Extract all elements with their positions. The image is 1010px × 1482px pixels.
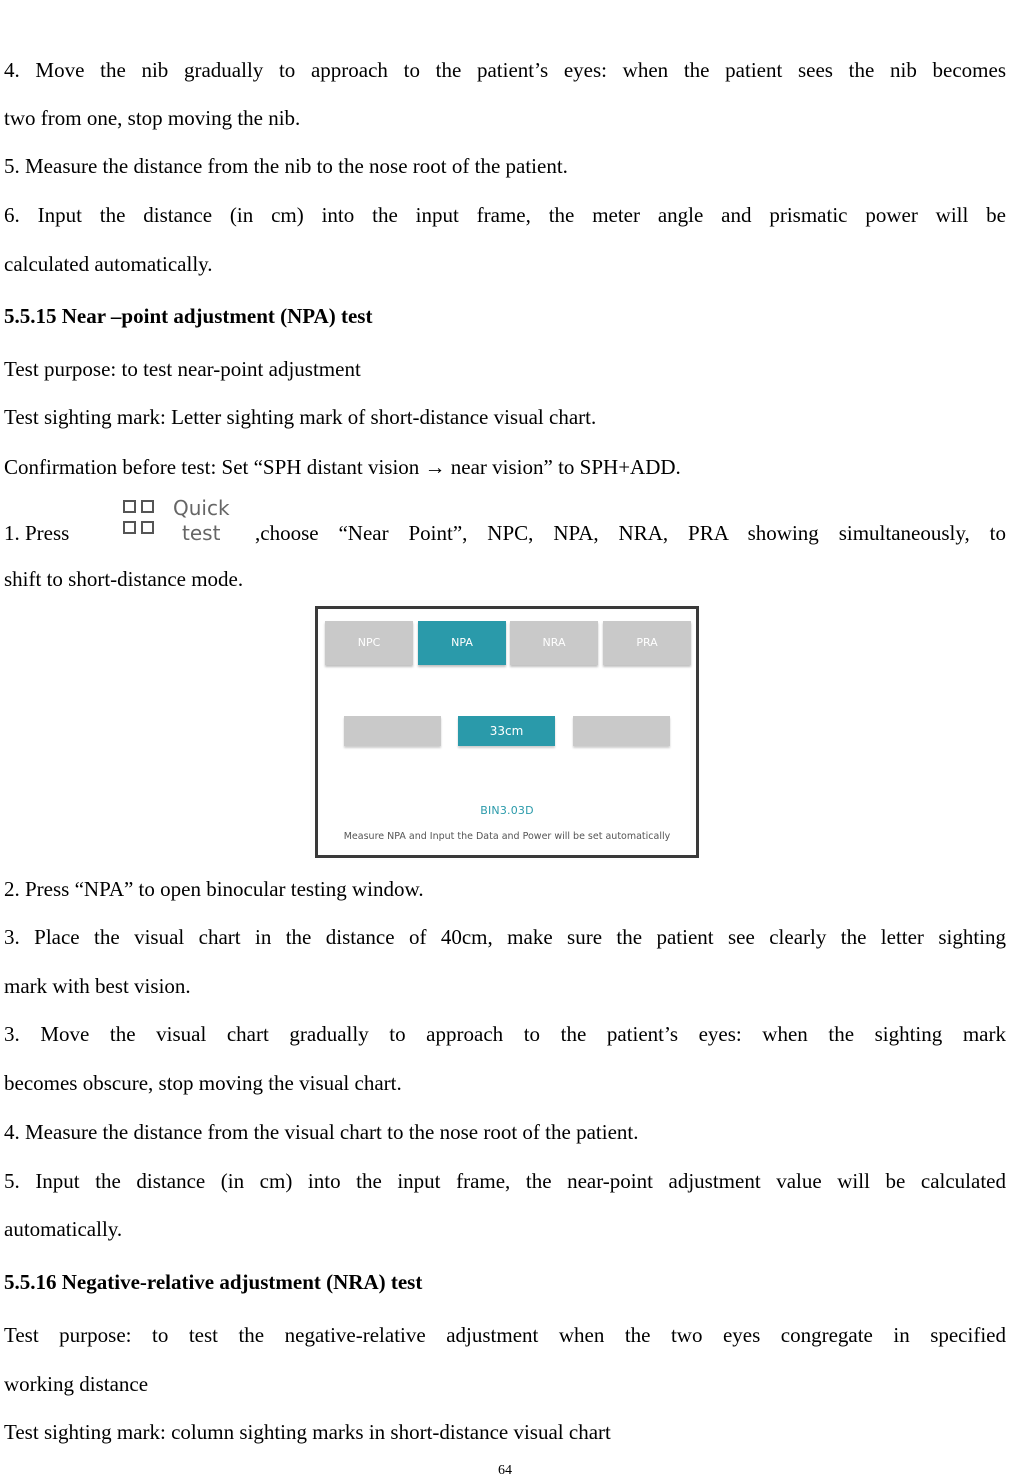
para-line: working distance [4,1372,149,1396]
para-line: 3. Move the visual chart gradually to approach to the patient’s eyes: when the sighting mark [4,1022,1006,1046]
npa-screen-figure [315,606,699,858]
section-heading-npa: 5.5.15 Near –point adjustment (NPA) test [4,304,373,328]
page-number: 64 [498,1463,512,1478]
para-line: Test sighting mark: column sighting marks in short-distance visual chart [4,1420,611,1444]
para-line: automatically. [4,1217,123,1241]
quick-test-icon [120,497,232,545]
right-field[interactable] [573,716,670,746]
para-line: 6. Input the distance (in cm) into the input frame, the meter angle and prismatic power will be [4,203,1006,227]
para-line: Test purpose: to test the negative-relative adjustment when the two eyes congregate in specified [4,1323,1006,1347]
test-label: test [182,521,221,545]
para-line: calculated automatically. [4,252,213,276]
hint-text: Measure NPA and Input the Data and Power will be set automatically [343,831,671,842]
result-value: BIN3.03D [480,804,534,817]
para-line: 4. Measure the distance from the visual chart to the nose root of the patient. [4,1120,639,1144]
para-line: shift to short-distance mode. [4,567,244,591]
tab-pra[interactable]: PRA [603,621,691,665]
para-line: 2. Press “NPA” to open binocular testing window. [4,877,424,901]
para-line: Test purpose: to test near-point adjustment [4,357,361,381]
para-line: ,choose “Near Point”, NPC, NPA, NRA, PRA showing simultaneously, to [255,521,1006,545]
para-line: two from one, stop moving the nib. [4,106,301,130]
para-line: 3. Place the visual chart in the distance of 40cm, make sure the patient see clearly the letter sighting [4,925,1006,949]
left-field[interactable] [344,716,441,746]
para-line: 1. Press [4,521,70,545]
distance-input[interactable]: 33cm [458,716,555,746]
tab-npa[interactable]: NPA [418,621,506,665]
para-line: Test sighting mark: Letter sighting mark of short-distance visual chart. [4,405,597,429]
para-line: 5. Input the distance (in cm) into the input frame, the near-point adjustment value will be calculated [4,1169,1006,1193]
para-line: 4. Move the nib gradually to approach to the patient’s eyes: when the patient sees the nib becomes [4,58,1006,82]
para-line: mark with best vision. [4,974,191,998]
para-line: becomes obscure, stop moving the visual chart. [4,1071,402,1095]
para-line: 5. Measure the distance from the nib to the nose root of the patient. [4,154,568,178]
tab-npc[interactable]: NPC [325,621,413,665]
para-line: Confirmation before test: Set “SPH distant vision → near vision” to SPH+ADD. [4,455,681,479]
tab-nra[interactable]: NRA [510,621,598,665]
quick-label: Quick [173,496,230,520]
section-heading-nra: 5.5.16 Negative-relative adjustment (NRA) test [4,1270,423,1294]
